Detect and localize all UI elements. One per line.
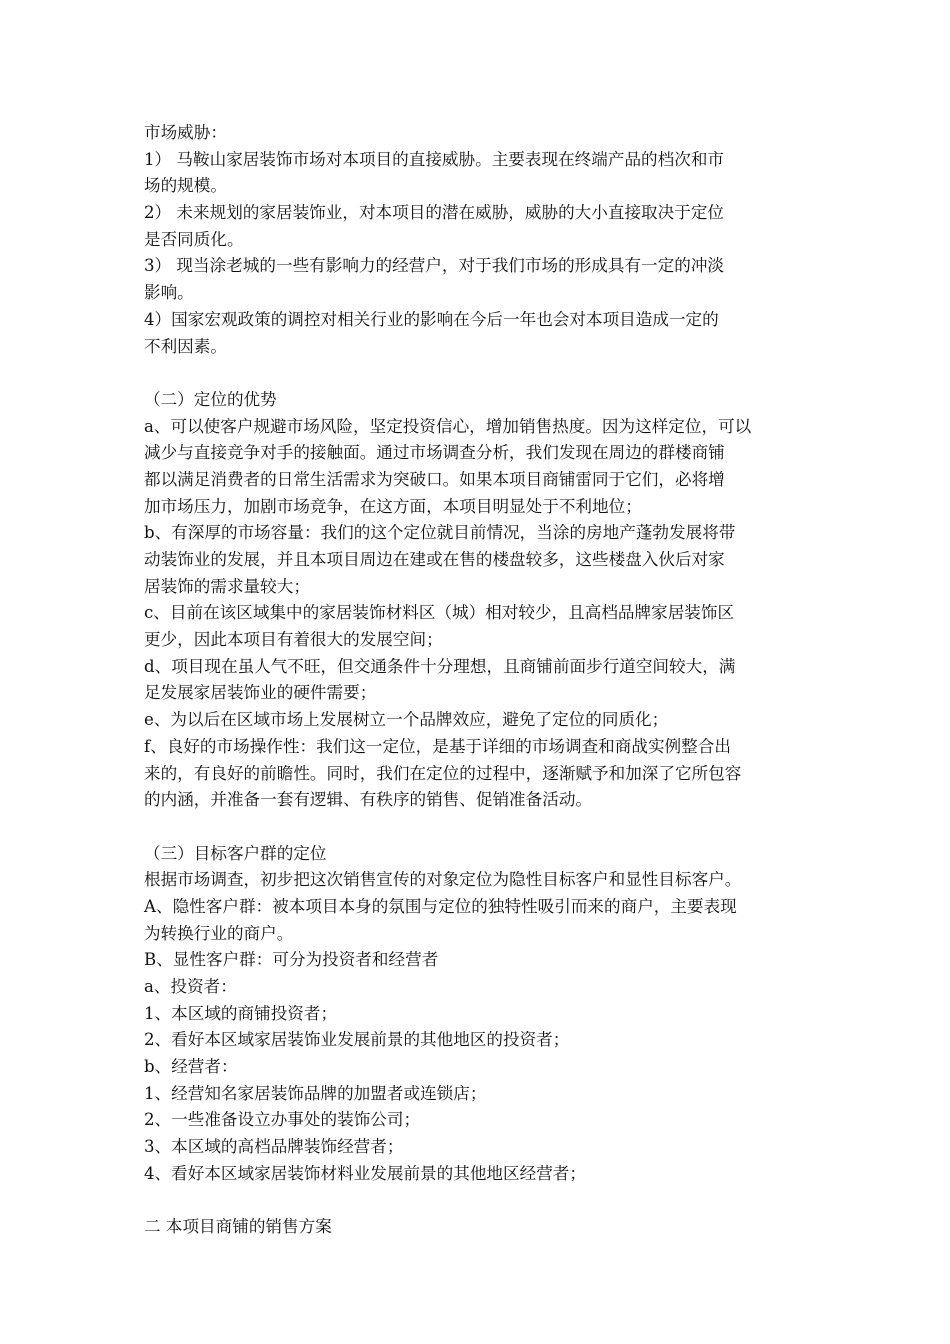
paragraph-line: 3、本区域的高档品牌装饰经营者； (144, 1137, 404, 1157)
blank-line (144, 360, 824, 387)
paragraph-line: 足发展家居装饰业的硬件需要； (144, 683, 377, 703)
paragraph-line: 2） 未来规划的家居装饰业，对本项目的潜在威胁，威胁的大小直接取决于定位 (144, 203, 725, 223)
paragraph-line: 的内涵，并准备一套有逻辑、有秩序的销售、促销准备活动。 (144, 790, 593, 810)
section-heading: 二 本项目商铺的销售方案 (144, 1217, 332, 1237)
paragraph-line: 3） 现当涂老城的一些有影响力的经营户，对于我们市场的形成具有一定的冲淡 (144, 256, 725, 276)
paragraph-line: 1） 马鞍山家居装饰市场对本项目的直接威胁。主要表现在终端产品的档次和市 (144, 149, 725, 169)
paragraph-line: 4、看好本区域家居装饰材料业发展前景的其他地区经营者； (144, 1163, 586, 1183)
paragraph-line: 2、看好本区域家居装饰业发展前景的其他地区的投资者； (144, 1030, 570, 1050)
paragraph-line: b、有深厚的市场容量：我们的这个定位就目前情况，当涂的房地产蓬勃发展将带 (144, 523, 736, 543)
positioning-advantages-section (144, 387, 824, 814)
sales-plan-section (144, 1214, 824, 1241)
paragraph-line: 场的规模。 (144, 176, 227, 196)
paragraph-line: b、经营者： (144, 1057, 238, 1077)
paragraph-line: e、为以后在区域市场上发展树立一个品牌效应，避免了定位的同质化； (144, 710, 669, 730)
paragraph-line: 来的，有良好的前瞻性。同时，我们在定位的过程中，逐渐赋予和加深了它所包容 (144, 763, 742, 783)
paragraph-line: c、目前在该区域集中的家居装饰材料区（城）相对较少，且高档品牌家居装饰区 (144, 603, 735, 623)
blank-line (144, 1188, 824, 1215)
paragraph-line: 根据市场调查，初步把这次销售宣传的对象定位为隐性目标客户和显性目标客户。 (144, 870, 742, 890)
paragraph-line: 1、经营知名家居装饰品牌的加盟者或连锁店； (144, 1083, 487, 1103)
paragraph-line: f、良好的市场操作性：我们这一定位，是基于详细的市场调查和商战实例整合出 (144, 736, 731, 756)
paragraph-line: 为转换行业的商户。 (144, 923, 294, 943)
section-heading: （三）目标客户群的定位 (144, 843, 327, 863)
section-heading: （二）定位的优势 (144, 389, 277, 409)
paragraph-line: 影响。 (144, 283, 194, 303)
paragraph-line: a、可以使客户规避市场风险，坚定投资信心，增加销售热度。因为这样定位，可以 (144, 416, 752, 436)
section-heading: 市场威胁： (144, 123, 227, 142)
market-threats-section (144, 120, 824, 360)
paragraph-line: 减少与直接竞争对手的接触面。通过市场调查分析，我们发现在周边的群楼商铺 (144, 443, 725, 463)
paragraph-line: 居装饰的需求量较大； (144, 576, 310, 596)
paragraph-line: 更少，因此本项目有着很大的发展空间； (144, 630, 443, 650)
paragraph-line: a、投资者： (144, 977, 237, 996)
paragraph-line: A、隐性客户群：被本项目本身的氛围与定位的独特性吸引而来的商户，主要表现 (144, 896, 737, 916)
paragraph-line: 加市场压力，加剧市场竞争，在这方面，本项目明显处于不利地位； (144, 496, 642, 516)
paragraph-line: 4）国家宏观政策的调控对相关行业的影响在今后一年也会对本项目造成一定的 (144, 309, 719, 329)
paragraph-line: 1、本区域的商铺投资者； (144, 1003, 338, 1023)
paragraph-line: 都以满足消费者的日常生活需求为突破口。如果本项目商铺雷同于它们，必将增 (144, 469, 725, 489)
document-page (144, 120, 824, 1241)
paragraph-line: 动装饰业的发展，并且本项目周边在建或在售的楼盘较多，这些楼盘入伙后对家 (144, 550, 725, 569)
paragraph-line: 不利因素。 (144, 336, 227, 356)
paragraph-line: 是否同质化。 (144, 229, 244, 249)
paragraph-line: B、显性客户群：可分为投资者和经营者 (144, 950, 439, 970)
paragraph-line: 2、一些准备设立办事处的装饰公司； (144, 1110, 421, 1130)
paragraph-line: d、项目现在虽人气不旺，但交通条件十分理想，且商铺前面步行道空间较大，满 (144, 656, 736, 676)
target-customers-section (144, 841, 824, 1188)
blank-line (144, 814, 824, 841)
